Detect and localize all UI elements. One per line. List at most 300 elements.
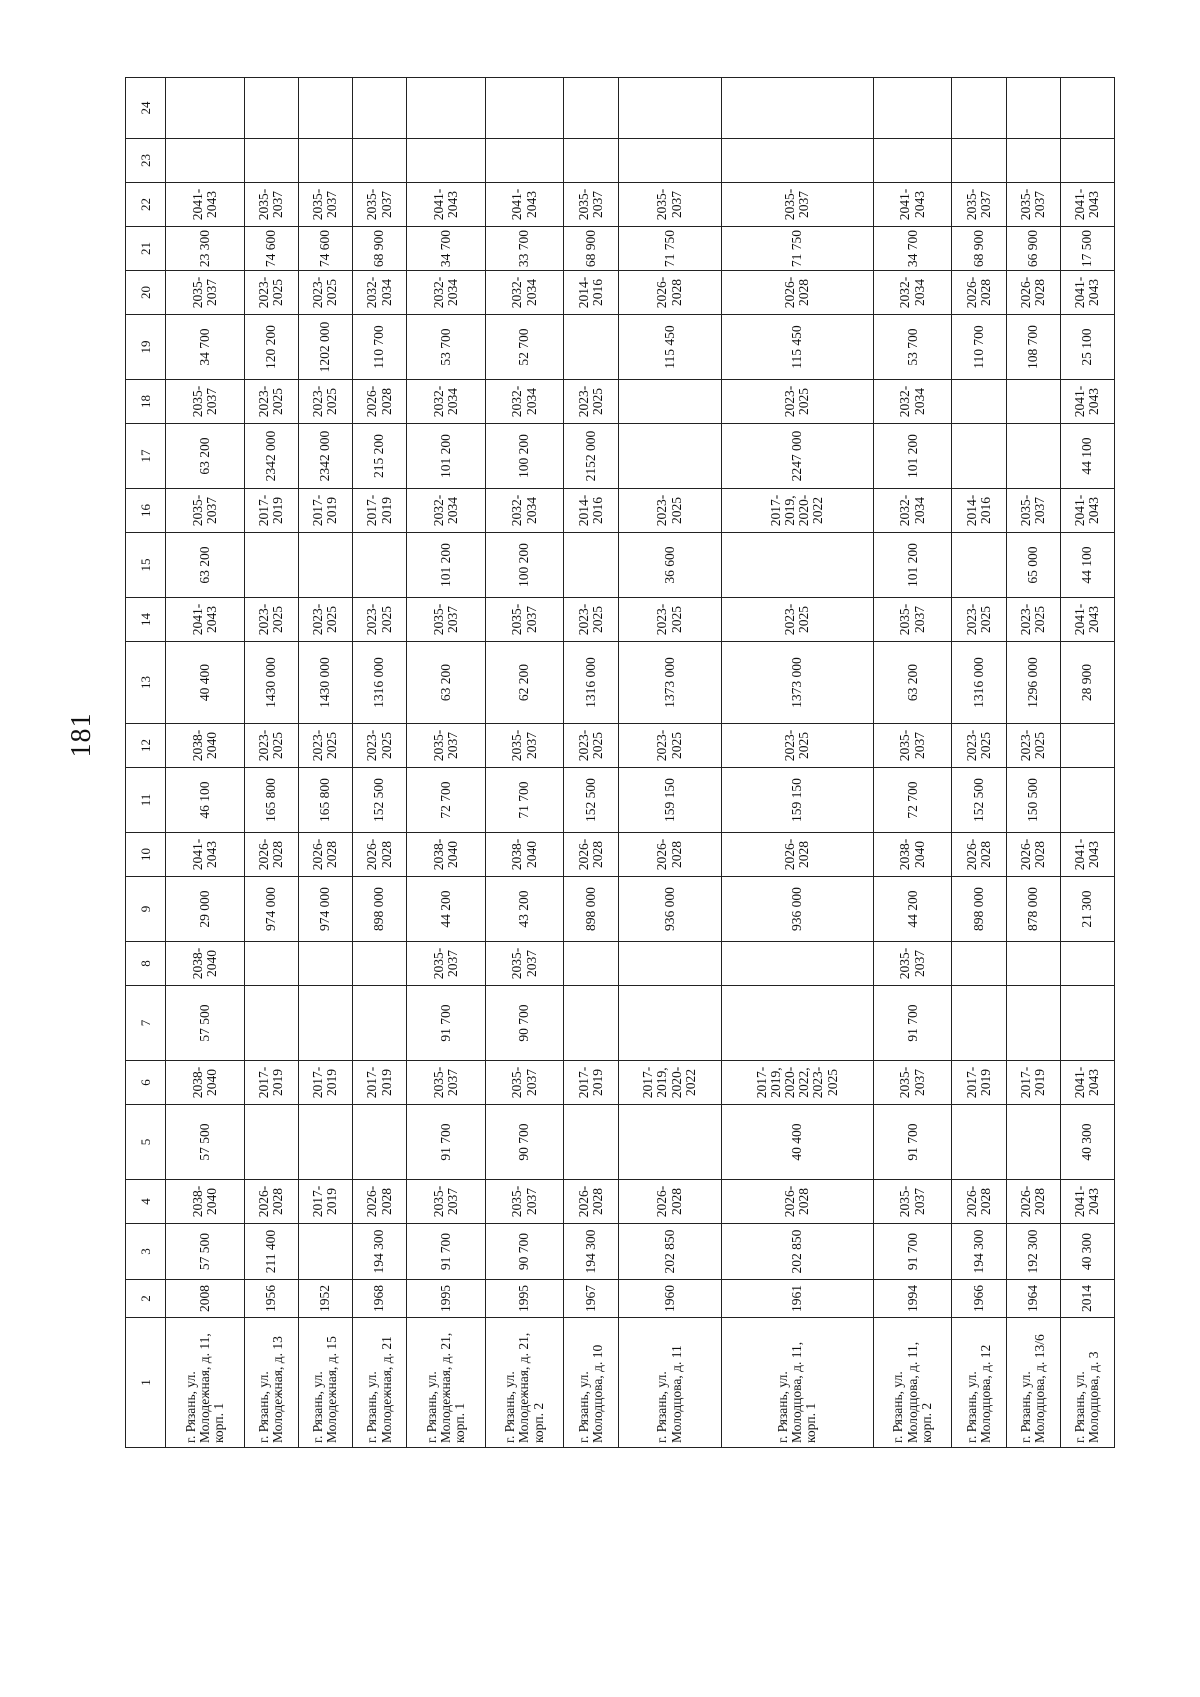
data-cell: 28 900	[1060, 642, 1114, 724]
data-cell: 165 800	[244, 768, 298, 833]
data-cell: 68 900	[352, 227, 406, 271]
data-cell: 898 000	[564, 877, 618, 942]
data-cell: 2023- 2025	[721, 724, 873, 768]
data-cell: 1373 000	[721, 642, 873, 724]
data-cell: 2247 000	[721, 424, 873, 489]
data-cell: 74 600	[244, 227, 298, 271]
data-cell: 63 200	[166, 424, 245, 489]
data-cell: 2032- 2034	[407, 271, 486, 315]
data-cell: 2035- 2037	[485, 942, 564, 986]
data-cell	[873, 139, 952, 183]
data-cell: 2035- 2037	[1006, 183, 1060, 227]
data-cell: 2041- 2043	[1060, 1180, 1114, 1224]
data-cell: 65 000	[1006, 533, 1060, 598]
data-cell	[952, 1105, 1006, 1180]
data-cell: 1967	[564, 1280, 618, 1318]
data-cell: 2023- 2025	[564, 724, 618, 768]
table-header-row	[126, 78, 166, 1448]
data-cell: 2035- 2037	[166, 380, 245, 424]
data-cell: 936 000	[618, 877, 721, 942]
data-cell: 44 100	[1060, 533, 1114, 598]
data-cell: 2032- 2034	[352, 271, 406, 315]
data-cell	[721, 139, 873, 183]
header-cell: 21	[126, 227, 166, 271]
data-cell: 2023- 2025	[952, 724, 1006, 768]
data-cell: 101 200	[407, 533, 486, 598]
address-cell: г. Рязань, ул. Молодежная, д. 21	[352, 1318, 406, 1448]
data-cell: 23 300	[166, 227, 245, 271]
data-cell: 2035- 2037	[952, 183, 1006, 227]
data-cell	[721, 78, 873, 139]
data-cell: 36 600	[618, 533, 721, 598]
data-cell: 2032- 2034	[873, 489, 952, 533]
data-cell: 63 200	[873, 642, 952, 724]
data-cell: 2041- 2043	[166, 183, 245, 227]
data-cell: 2023- 2025	[298, 380, 352, 424]
data-cell: 72 700	[873, 768, 952, 833]
data-cell	[564, 986, 618, 1061]
data-cell	[721, 986, 873, 1061]
data-cell: 2026- 2028	[244, 833, 298, 877]
data-cell: 2026- 2028	[244, 1180, 298, 1224]
data-cell: 91 700	[407, 1105, 486, 1180]
data-cell: 2041- 2043	[1060, 1061, 1114, 1105]
data-cell	[298, 1105, 352, 1180]
data-cell: 2017- 2019	[244, 1061, 298, 1105]
data-cell: 29 000	[166, 877, 245, 942]
data-cell: 2041- 2043	[1060, 271, 1114, 315]
data-cell: 2023- 2025	[352, 724, 406, 768]
data-cell: 33 700	[485, 227, 564, 271]
data-cell: 2041- 2043	[1060, 183, 1114, 227]
data-cell: 40 400	[721, 1105, 873, 1180]
data-cell: 120 200	[244, 315, 298, 380]
data-cell	[952, 424, 1006, 489]
data-cell	[1060, 986, 1114, 1061]
data-cell	[564, 533, 618, 598]
header-cell: 10	[126, 833, 166, 877]
data-cell: 2023- 2025	[298, 271, 352, 315]
data-cell: 53 700	[407, 315, 486, 380]
data-cell: 2017- 2019, 2020- 2022	[618, 1061, 721, 1105]
table-row	[721, 78, 873, 1448]
data-cell: 2017- 2019	[952, 1061, 1006, 1105]
data-cell: 108 700	[1006, 315, 1060, 380]
data-cell	[618, 78, 721, 139]
data-cell: 68 900	[952, 227, 1006, 271]
address-cell: г. Рязань, ул. Молодежная, д. 13	[244, 1318, 298, 1448]
data-cell: 2026- 2028	[721, 1180, 873, 1224]
header-cell: 13	[126, 642, 166, 724]
data-cell: 2026- 2028	[1006, 271, 1060, 315]
header-cell: 1	[126, 1318, 166, 1448]
data-cell: 194 300	[952, 1224, 1006, 1280]
data-cell	[1006, 78, 1060, 139]
data-cell: 2026- 2028	[298, 833, 352, 877]
data-cell: 1994	[873, 1280, 952, 1318]
data-cell: 2038- 2040	[166, 1061, 245, 1105]
data-cell: 2152 000	[564, 424, 618, 489]
data-cell: 152 500	[564, 768, 618, 833]
data-cell: 1964	[1006, 1280, 1060, 1318]
data-cell: 878 000	[1006, 877, 1060, 942]
data-cell: 17 500	[1060, 227, 1114, 271]
data-cell: 2032- 2034	[407, 489, 486, 533]
address-cell: г. Рязань, ул. Молодцова, д. 11	[618, 1318, 721, 1448]
data-cell	[244, 942, 298, 986]
data-cell: 150 500	[1006, 768, 1060, 833]
data-cell	[1060, 139, 1114, 183]
data-cell	[485, 139, 564, 183]
data-cell: 2023- 2025	[618, 724, 721, 768]
data-cell: 110 700	[352, 315, 406, 380]
data-cell: 91 700	[873, 1224, 952, 1280]
data-cell: 2038- 2040	[166, 724, 245, 768]
table-row	[244, 78, 298, 1448]
header-cell: 19	[126, 315, 166, 380]
data-cell	[618, 424, 721, 489]
table-row	[564, 78, 618, 1448]
data-cell	[352, 942, 406, 986]
data-cell: 91 700	[407, 1224, 486, 1280]
data-cell: 2026- 2028	[352, 1180, 406, 1224]
data-cell: 2023- 2025	[244, 724, 298, 768]
data-cell: 2035- 2037	[721, 183, 873, 227]
data-cell: 2026- 2028	[952, 1180, 1006, 1224]
data-cell: 34 700	[166, 315, 245, 380]
data-cell: 2035- 2037	[873, 1061, 952, 1105]
data-cell: 974 000	[244, 877, 298, 942]
data-cell: 63 200	[166, 533, 245, 598]
data-cell: 90 700	[485, 986, 564, 1061]
table-row	[873, 78, 952, 1448]
works-schedule-table	[125, 77, 1115, 1448]
data-cell: 44 200	[873, 877, 952, 942]
data-cell: 1430 000	[244, 642, 298, 724]
data-cell	[952, 942, 1006, 986]
data-cell	[298, 533, 352, 598]
data-cell: 2026- 2028	[352, 380, 406, 424]
table-row	[166, 78, 245, 1448]
data-cell: 152 500	[352, 768, 406, 833]
data-cell: 1995	[485, 1280, 564, 1318]
data-cell: 115 450	[721, 315, 873, 380]
header-cell: 6	[126, 1061, 166, 1105]
data-cell: 2026- 2028	[618, 271, 721, 315]
data-cell: 2038- 2040	[166, 1180, 245, 1224]
data-cell	[618, 942, 721, 986]
data-cell	[564, 139, 618, 183]
data-cell: 2023- 2025	[618, 489, 721, 533]
data-cell: 1956	[244, 1280, 298, 1318]
data-cell: 2041- 2043	[873, 183, 952, 227]
data-cell	[1060, 78, 1114, 139]
data-cell	[298, 1224, 352, 1280]
data-cell: 2023- 2025	[244, 598, 298, 642]
data-cell	[298, 78, 352, 139]
data-cell: 2017- 2019	[298, 489, 352, 533]
table-row	[352, 78, 406, 1448]
data-cell: 2038- 2040	[485, 833, 564, 877]
data-cell: 2023- 2025	[244, 271, 298, 315]
data-cell: 2026- 2028	[1006, 1180, 1060, 1224]
header-cell: 15	[126, 533, 166, 598]
data-cell: 1960	[618, 1280, 721, 1318]
table-row	[1006, 78, 1060, 1448]
data-cell: 1952	[298, 1280, 352, 1318]
data-cell: 2041- 2043	[166, 833, 245, 877]
data-cell	[721, 942, 873, 986]
data-cell: 2342 000	[244, 424, 298, 489]
data-cell: 101 200	[873, 424, 952, 489]
data-cell: 215 200	[352, 424, 406, 489]
data-cell	[1006, 380, 1060, 424]
data-cell: 936 000	[721, 877, 873, 942]
data-cell: 2017- 2019	[244, 489, 298, 533]
address-cell: г. Рязань, ул. Молодцова, д. 10	[564, 1318, 618, 1448]
data-cell: 2035- 2037	[873, 598, 952, 642]
data-cell: 2041- 2043	[407, 183, 486, 227]
data-cell: 2035- 2037	[407, 942, 486, 986]
header-cell: 8	[126, 942, 166, 986]
data-cell: 165 800	[298, 768, 352, 833]
header-cell: 17	[126, 424, 166, 489]
data-cell	[352, 78, 406, 139]
data-cell: 2023- 2025	[564, 380, 618, 424]
data-cell	[244, 986, 298, 1061]
data-cell	[721, 533, 873, 598]
data-cell: 2017- 2019, 2020- 2022, 2023- 2025	[721, 1061, 873, 1105]
data-cell: 2038- 2040	[166, 942, 245, 986]
data-cell: 2014- 2016	[564, 271, 618, 315]
data-cell: 2017- 2019	[298, 1061, 352, 1105]
data-cell: 2035- 2037	[298, 183, 352, 227]
data-cell: 2023- 2025	[1006, 724, 1060, 768]
data-cell	[564, 1105, 618, 1180]
data-cell: 100 200	[485, 533, 564, 598]
header-cell: 20	[126, 271, 166, 315]
data-cell	[352, 1105, 406, 1180]
address-cell: г. Рязань, ул. Молодцова, д. 11, корп. 1	[721, 1318, 873, 1448]
data-cell: 2026- 2028	[721, 271, 873, 315]
data-cell: 25 100	[1060, 315, 1114, 380]
data-cell	[1060, 724, 1114, 768]
data-cell: 74 600	[298, 227, 352, 271]
data-cell: 2041- 2043	[1060, 489, 1114, 533]
header-cell: 7	[126, 986, 166, 1061]
data-cell: 2035- 2037	[407, 1180, 486, 1224]
address-cell: г. Рязань, ул. Молодежная, д. 11, корп. 1	[166, 1318, 245, 1448]
data-cell: 2017- 2019, 2020- 2022	[721, 489, 873, 533]
data-cell: 192 300	[1006, 1224, 1060, 1280]
data-cell	[618, 139, 721, 183]
header-cell: 22	[126, 183, 166, 227]
data-cell: 2035- 2037	[564, 183, 618, 227]
data-cell: 44 100	[1060, 424, 1114, 489]
data-cell: 1296 000	[1006, 642, 1060, 724]
data-cell: 1966	[952, 1280, 1006, 1318]
data-cell: 2035- 2037	[618, 183, 721, 227]
address-cell: г. Рязань, ул. Молодцова, д. 11, корп. 2	[873, 1318, 952, 1448]
header-cell: 24	[126, 78, 166, 139]
header-cell: 16	[126, 489, 166, 533]
data-cell: 40 400	[166, 642, 245, 724]
data-cell: 202 850	[618, 1224, 721, 1280]
data-cell: 2032- 2034	[485, 271, 564, 315]
data-cell: 2035- 2037	[1006, 489, 1060, 533]
data-cell: 1373 000	[618, 642, 721, 724]
data-cell: 2041- 2043	[166, 598, 245, 642]
data-cell: 1316 000	[952, 642, 1006, 724]
data-cell: 2035- 2037	[873, 942, 952, 986]
data-cell	[407, 78, 486, 139]
data-cell: 62 200	[485, 642, 564, 724]
data-cell: 72 700	[407, 768, 486, 833]
data-cell: 974 000	[298, 877, 352, 942]
data-cell: 71 750	[721, 227, 873, 271]
data-cell: 91 700	[407, 986, 486, 1061]
data-cell: 1968	[352, 1280, 406, 1318]
data-cell	[352, 986, 406, 1061]
data-cell: 115 450	[618, 315, 721, 380]
data-cell	[298, 139, 352, 183]
data-cell: 2032- 2034	[407, 380, 486, 424]
data-cell	[564, 78, 618, 139]
data-cell: 2035- 2037	[873, 724, 952, 768]
data-cell: 2026- 2028	[352, 833, 406, 877]
data-cell	[1006, 139, 1060, 183]
header-cell: 5	[126, 1105, 166, 1180]
data-cell	[952, 986, 1006, 1061]
data-cell: 2023- 2025	[952, 598, 1006, 642]
data-cell: 2041- 2043	[1060, 380, 1114, 424]
data-cell: 46 100	[166, 768, 245, 833]
address-cell: г. Рязань, ул. Молодцова, д. 13/6	[1006, 1318, 1060, 1448]
data-cell: 101 200	[873, 533, 952, 598]
data-cell: 44 200	[407, 877, 486, 942]
data-cell: 2032- 2034	[485, 380, 564, 424]
header-cell: 3	[126, 1224, 166, 1280]
data-cell: 2032- 2034	[485, 489, 564, 533]
data-cell: 211 400	[244, 1224, 298, 1280]
data-cell	[564, 942, 618, 986]
data-cell: 2026- 2028	[618, 1180, 721, 1224]
data-cell: 1961	[721, 1280, 873, 1318]
data-cell: 2017- 2019	[298, 1180, 352, 1224]
data-cell: 2035- 2037	[873, 1180, 952, 1224]
data-cell: 2023- 2025	[352, 598, 406, 642]
data-cell: 2041- 2043	[1060, 833, 1114, 877]
data-cell: 152 500	[952, 768, 1006, 833]
data-cell: 57 500	[166, 1105, 245, 1180]
data-cell: 2026- 2028	[952, 833, 1006, 877]
address-cell: г. Рязань, ул. Молодежная, д. 15	[298, 1318, 352, 1448]
data-cell: 2041- 2043	[485, 183, 564, 227]
data-cell: 2014	[1060, 1280, 1114, 1318]
data-cell: 159 150	[618, 768, 721, 833]
data-cell	[485, 78, 564, 139]
data-cell: 2032- 2034	[873, 271, 952, 315]
address-cell: г. Рязань, ул. Молодежная, д. 21, корп. 2	[485, 1318, 564, 1448]
data-cell: 2023- 2025	[721, 598, 873, 642]
data-cell	[952, 380, 1006, 424]
data-cell	[352, 139, 406, 183]
data-cell	[352, 533, 406, 598]
data-cell: 90 700	[485, 1105, 564, 1180]
data-cell	[618, 986, 721, 1061]
data-cell: 1430 000	[298, 642, 352, 724]
data-cell: 43 200	[485, 877, 564, 942]
data-cell	[244, 533, 298, 598]
data-cell: 2023- 2025	[298, 724, 352, 768]
data-cell: 2017- 2019	[352, 489, 406, 533]
data-cell: 1995	[407, 1280, 486, 1318]
table-row	[618, 78, 721, 1448]
data-cell	[298, 942, 352, 986]
data-cell: 159 150	[721, 768, 873, 833]
data-cell: 2023- 2025	[618, 598, 721, 642]
data-cell	[952, 78, 1006, 139]
data-cell	[1060, 942, 1114, 986]
data-cell: 2017- 2019	[1006, 1061, 1060, 1105]
data-cell	[952, 533, 1006, 598]
data-cell: 68 900	[564, 227, 618, 271]
data-cell: 40 300	[1060, 1224, 1114, 1280]
data-cell: 2026- 2028	[1006, 833, 1060, 877]
data-cell: 2035- 2037	[166, 271, 245, 315]
data-cell: 53 700	[873, 315, 952, 380]
data-cell: 2023- 2025	[721, 380, 873, 424]
data-cell: 2023- 2025	[298, 598, 352, 642]
data-cell	[564, 315, 618, 380]
header-cell: 4	[126, 1180, 166, 1224]
data-cell: 2017- 2019	[564, 1061, 618, 1105]
data-cell	[618, 380, 721, 424]
header-cell: 11	[126, 768, 166, 833]
data-cell: 2008	[166, 1280, 245, 1318]
data-cell: 2035- 2037	[485, 598, 564, 642]
table-row	[1060, 78, 1114, 1448]
data-cell: 2026- 2028	[618, 833, 721, 877]
data-cell	[298, 986, 352, 1061]
data-cell: 2023- 2025	[244, 380, 298, 424]
header-cell: 2	[126, 1280, 166, 1318]
data-cell: 2026- 2028	[564, 833, 618, 877]
address-cell: г. Рязань, ул. Молодцова, д. 12	[952, 1318, 1006, 1448]
data-cell: 194 300	[352, 1224, 406, 1280]
data-cell: 2035- 2037	[407, 724, 486, 768]
data-cell: 2032- 2034	[873, 380, 952, 424]
data-cell: 40 300	[1060, 1105, 1114, 1180]
data-cell: 2038- 2040	[407, 833, 486, 877]
table-row	[952, 78, 1006, 1448]
address-cell: г. Рязань, ул. Молодежная, д. 21, корп. 1	[407, 1318, 486, 1448]
data-cell: 100 200	[485, 424, 564, 489]
data-cell: 194 300	[564, 1224, 618, 1280]
data-cell	[1006, 1105, 1060, 1180]
data-cell: 101 200	[407, 424, 486, 489]
data-cell: 2035- 2037	[485, 724, 564, 768]
header-cell: 12	[126, 724, 166, 768]
data-cell: 57 500	[166, 1224, 245, 1280]
data-cell: 2035- 2037	[485, 1061, 564, 1105]
header-cell: 9	[126, 877, 166, 942]
data-cell: 898 000	[352, 877, 406, 942]
data-cell: 2035- 2037	[352, 183, 406, 227]
data-cell: 2035- 2037	[485, 1180, 564, 1224]
data-cell	[244, 78, 298, 139]
data-cell: 34 700	[873, 227, 952, 271]
